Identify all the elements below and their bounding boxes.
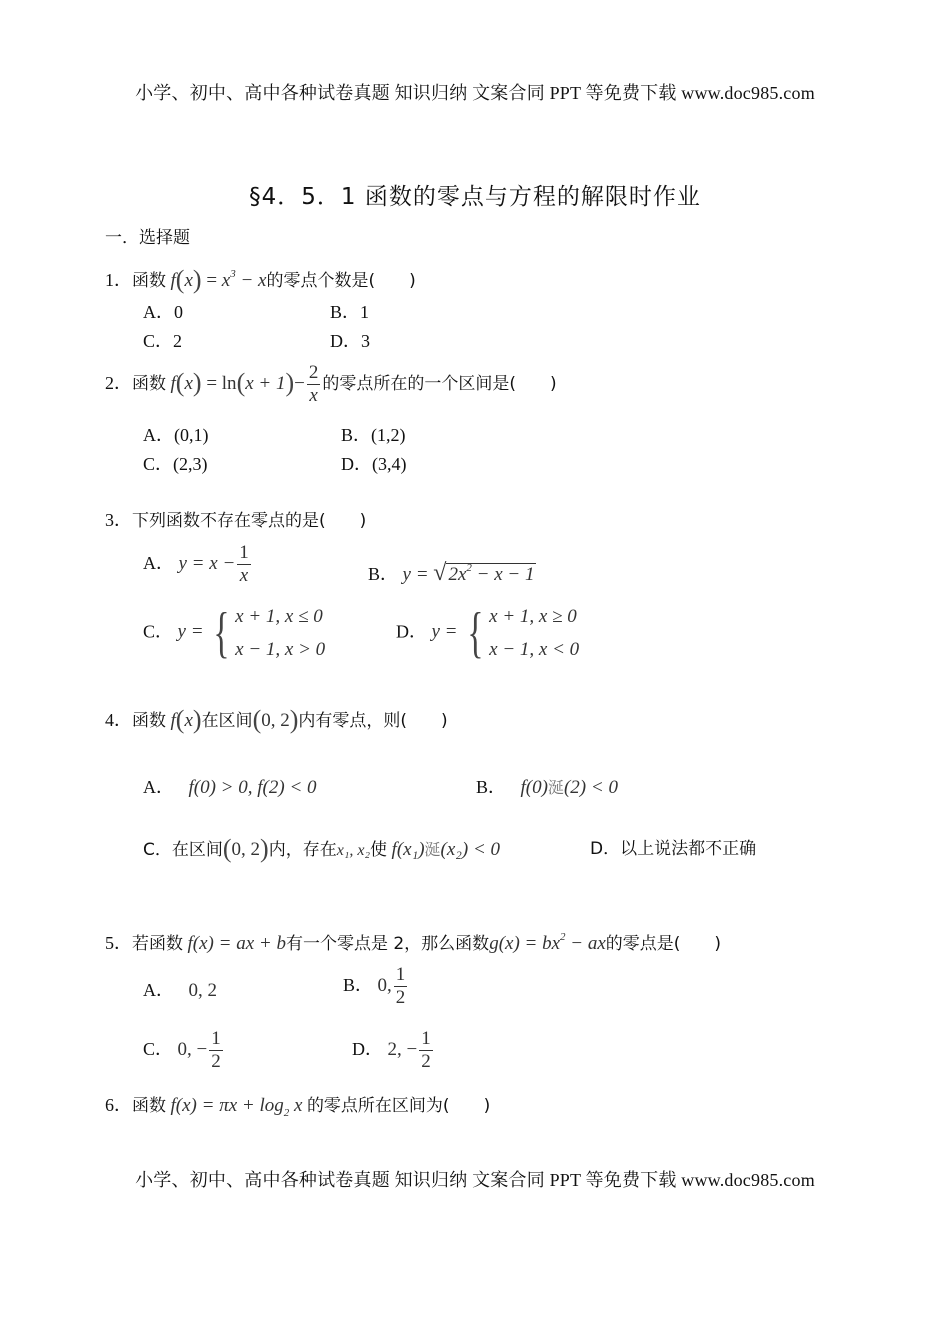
option-label: B．	[343, 974, 374, 995]
question-text: 在区间	[201, 711, 253, 731]
option-label: A．	[143, 552, 174, 573]
question-6	[105, 1093, 490, 1125]
math-expression: 2, − $\frac{1}{2}$	[387, 1028, 431, 1072]
option-d: D．以上说法都不正确	[590, 839, 757, 859]
math-expression: 0, $\frac{1}{2}$	[377, 964, 406, 1008]
option-c	[143, 834, 501, 863]
option-label: D．	[396, 621, 427, 642]
option-c: C．(2,3)	[143, 454, 208, 474]
question-5	[105, 925, 721, 956]
math-expression: y = { x + 1, x ≤ 0 x − 1, x > 0	[177, 602, 326, 664]
option-d: D．(3,4)	[341, 454, 407, 474]
math-expression: y = { x + 1, x ≥ 0 x − 1, x < 0	[431, 602, 580, 664]
question-text: 函数	[132, 1096, 166, 1116]
math-expression: y = √ $2x^2 - x - 1$	[402, 560, 535, 586]
question-text: 若函数	[132, 934, 183, 954]
option-a	[143, 978, 217, 1003]
option-text: 内，存在	[268, 840, 337, 860]
option-label: A．	[143, 777, 174, 797]
page-title: §4．5．1 函数的零点与方程的解限时作业	[249, 184, 701, 210]
option-a	[143, 775, 317, 800]
question-number: 3．	[105, 510, 132, 530]
question-text: 的零点个数是( )	[266, 271, 416, 291]
page-footer: 小学、初中、高中各种试卷真题 知识归纳 文案合同 PPT 等免费下载 www.doc985.com	[135, 1170, 815, 1190]
option-label: C．	[143, 1038, 174, 1059]
math-expression: 0, − $\frac{1}{2}$	[177, 1028, 221, 1072]
option-label: B．	[368, 564, 399, 584]
question-2	[105, 362, 557, 407]
math-expression: f(0)涎(2) < 0	[520, 777, 618, 798]
math-expression: 0, 2	[188, 980, 217, 1001]
math-expression: $f(x) = x^3 - x$	[170, 265, 267, 294]
option-a: A．(0,1)	[143, 425, 209, 445]
option-c	[143, 600, 325, 666]
interval-expression: (0, 2)	[222, 834, 269, 863]
option-a	[143, 542, 253, 587]
math-expression: $f(x) = \pi x + \log_2 x$	[170, 1095, 303, 1119]
question-text: 的零点是( )	[605, 934, 722, 954]
question-text: 的零点所在的一个区间是( )	[322, 373, 557, 394]
question-text: 函数	[132, 373, 166, 394]
option-b: B．(1,2)	[341, 425, 406, 445]
interval-expression: (0, 2)	[252, 705, 299, 734]
math-expression: $g(x) = bx^2$ − ax	[489, 931, 606, 954]
question-number: 6．	[105, 1095, 132, 1115]
section-heading: 一．选择题	[105, 228, 190, 248]
option-d	[396, 600, 579, 666]
question-number: 2．	[105, 372, 132, 393]
math-expression: y = x − $\frac{1}{x}$	[178, 542, 249, 586]
question-number: 1．	[105, 270, 132, 290]
math-expression: x₁, x₂	[336, 842, 371, 859]
question-text: 有一个零点是 2，那么函数	[285, 934, 490, 954]
question-text: 下列函数不存在零点的是( )	[132, 511, 367, 531]
question-4	[105, 705, 448, 734]
question-number: 4．	[105, 710, 132, 730]
option-b: B．1	[330, 302, 370, 322]
question-3	[105, 508, 366, 533]
math-expression: f(0) > 0, f(2) < 0	[188, 777, 317, 798]
question-number: 5．	[105, 933, 132, 953]
option-a: A．0	[143, 302, 183, 322]
option-c	[143, 1028, 225, 1073]
question-text: 的零点所在区间为( )	[306, 1096, 491, 1116]
question-text: 函数	[132, 271, 166, 291]
option-c: C．2	[143, 331, 183, 351]
option-text: 使	[370, 840, 388, 860]
option-d	[352, 1028, 435, 1073]
option-label: A．	[143, 980, 174, 1000]
option-label: B．	[476, 777, 507, 797]
math-expression: f(x) = ax + b	[187, 933, 286, 954]
math-expression: f(x) = ln(x + 1)− $\frac{2}{x}$	[170, 362, 319, 406]
option-label: C．在区间	[143, 840, 223, 860]
page-header: 小学、初中、高中各种试卷真题 知识归纳 文案合同 PPT 等免费下载 www.doc985.com	[135, 83, 815, 103]
question-1	[105, 262, 416, 293]
math-expression: f(x)	[170, 705, 202, 734]
option-d: D．3	[330, 331, 370, 351]
option-b	[368, 556, 536, 587]
option-label: C．	[143, 621, 174, 642]
option-b	[343, 964, 409, 1009]
question-text: 内有零点，则( )	[298, 711, 448, 731]
math-expression: f(x₁)涎(x₂) < 0	[391, 839, 501, 860]
question-text: 函数	[132, 711, 166, 731]
option-b	[476, 775, 618, 800]
option-label: D．	[352, 1038, 383, 1059]
